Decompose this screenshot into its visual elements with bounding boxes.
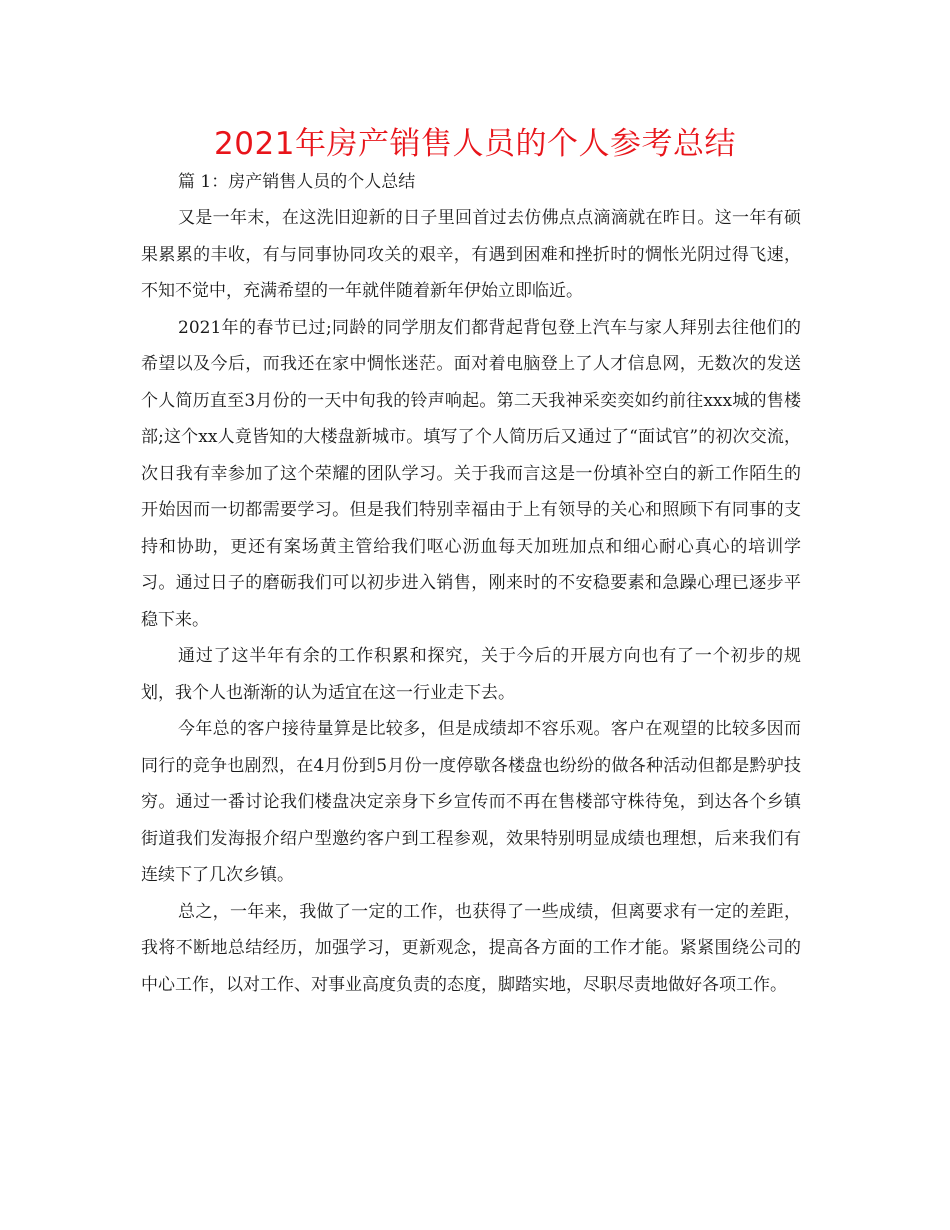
document-body xyxy=(141,164,801,1003)
paragraph-4: 今年总的客户接待量算是比较多，但是成绩却不容乐观。客户在观望的比较多因而同行的竞争也剧烈，在4月份到5月份一度停歇各楼盘也纷纷的做各种活动但都是黔驴技穷。通过一番讨论我们楼盘决定亲身下乡宣传而不再在售楼部守株待兔，到达各个乡镇街道我们发海报介绍户型邀约客户到工程参观，效果特别明显成绩也理想，后来我们有连续下了几次乡镇。 xyxy=(141,719,801,885)
section-label: 篇 1：房产销售人员的个人总结 xyxy=(178,172,416,192)
paragraph-3: 通过了这半年有余的工作积累和探究，关于今后的开展方向也有了一个初步的规划，我个人也渐渐的认为适宜在这一行业走下去。 xyxy=(141,646,801,703)
document-title: 2021年房产销售人员的个人参考总结 xyxy=(214,126,736,162)
paragraph-1: 又是一年末，在这洗旧迎新的日子里回首过去仿佛点点滴滴就在昨日。这一年有硕果累累的丰收，有与同事协同攻关的艰辛，有遇到困难和挫折时的惆怅光阴过得飞速，不知不觉中，充满希望的一年就伴随着新年伊始立即临近。 xyxy=(141,208,801,301)
paragraph-5: 总之，一年来，我做了一定的工作，也获得了一些成绩，但离要求有一定的差距，我将不断地总结经历，加强学习，更新观念，提高各方面的工作才能。紧紧围绕公司的中心工作，以对工作、对事业高度负责的态度，脚踏实地，尽职尽责地做好各项工作。 xyxy=(141,901,801,995)
paragraph-2: 2021年的春节已过;同龄的同学朋友们都背起背包登上汽车与家人拜别去往他们的希望以及今后，而我还在家中惆怅迷茫。面对着电脑登上了人才信息网，无数次的发送个人简历直至3月份的一天中旬我的铃声响起。第二天我神采奕奕如约前往xxx城的售楼部;这个xx人竟皆知的大楼盘新城市。填写了个人简历后又通过了“面试官”的初次交流，次日我有幸参加了这个荣耀的团队学习。关于我而言这是一份填补空白的新工作陌生的开始因而一切都需要学习。但是我们特别幸福由于上有领导的关心和照顾下有同事的支持和协助，更还有案场黄主管给我们呕心沥血每天加班加点和细心耐心真心的培训学习。通过日子的磨砺我们可以初步进入销售，刚来时的不安稳要素和急躁心理已逐步平稳下来。 xyxy=(141,317,801,630)
